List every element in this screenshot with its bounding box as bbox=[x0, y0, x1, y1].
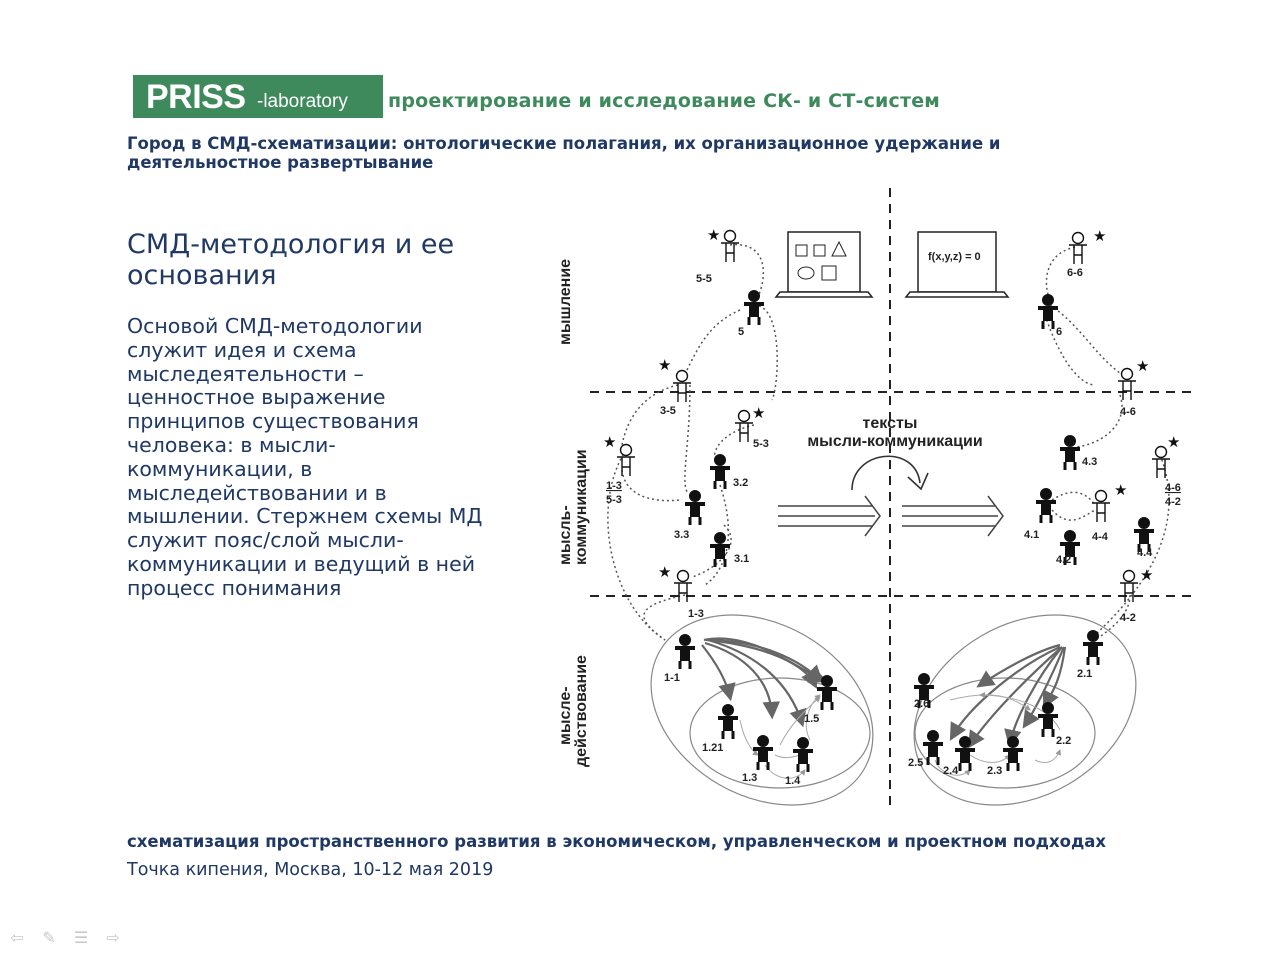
triple-arrow-left-icon bbox=[778, 496, 880, 536]
left-outer-ellipse bbox=[617, 577, 907, 810]
svg-text:★: ★ bbox=[1114, 481, 1128, 499]
person-3-3-icon bbox=[685, 490, 705, 525]
person-1-3b-icon bbox=[753, 735, 773, 770]
label-5-5: 5-5 bbox=[696, 273, 712, 285]
slide-subtitle: Город в СМД-схематизации: онтологические полагания, их организационное удержание и деятельностное развертывание bbox=[127, 134, 1001, 172]
svg-text:★: ★ bbox=[1093, 227, 1107, 245]
label-1-3: 1-3 bbox=[688, 608, 704, 620]
label-1-21: 1.21 bbox=[702, 742, 724, 754]
texts-label-1: тексты bbox=[862, 415, 918, 432]
label-1-4: 1.4 bbox=[785, 775, 801, 787]
label-2-3: 2.3 bbox=[987, 765, 1003, 777]
laptop-left-icon bbox=[776, 232, 872, 297]
label-1-1: 1-1 bbox=[664, 672, 680, 684]
label-1-3b: 1.3 bbox=[742, 772, 758, 784]
footer-event: Точка кипения, Москва, 10-12 мая 2019 bbox=[127, 860, 494, 880]
person-4-1-icon bbox=[1036, 488, 1056, 523]
person-2-2-icon bbox=[1038, 702, 1058, 737]
label-4-6: 4-6 bbox=[1120, 406, 1136, 418]
person-1-21-icon bbox=[718, 704, 738, 739]
circular-arrow-icon bbox=[852, 456, 920, 490]
label-2-1: 2.1 bbox=[1077, 668, 1093, 680]
svg-text:★: ★ bbox=[1140, 566, 1154, 584]
label-2-6: 2.6 bbox=[914, 698, 930, 710]
person-6-6-reflective-icon bbox=[1069, 227, 1106, 264]
label-3-2: 3.2 bbox=[733, 477, 749, 489]
label-6-6: 6-6 bbox=[1067, 267, 1083, 279]
zone-label-comm-1: мысль- bbox=[557, 505, 574, 565]
right-action-arrows bbox=[952, 645, 1065, 745]
zone-label-comm-2: коммуникации bbox=[573, 449, 590, 565]
svg-text:★: ★ bbox=[658, 563, 672, 581]
menu-icon[interactable]: ☰ bbox=[73, 928, 89, 947]
triple-arrow-right-icon bbox=[902, 496, 1003, 536]
next-slide-icon[interactable]: ⇨ bbox=[106, 928, 120, 947]
person-4-6-reflective-icon bbox=[1118, 357, 1149, 400]
person-1-3-5-3-reflective-icon bbox=[603, 433, 635, 476]
person-4-3-icon bbox=[1060, 435, 1080, 470]
person-3-2-icon bbox=[710, 454, 730, 489]
svg-text:★: ★ bbox=[752, 404, 766, 422]
footer-topic: схематизация пространственного развития в экономическом, управленческом и проектном подходах bbox=[127, 832, 1107, 851]
label-2-4: 2.4 bbox=[943, 765, 959, 777]
formula-text: f(x,y,z) = 0 bbox=[928, 251, 981, 263]
left-inner-ellipse bbox=[690, 678, 870, 788]
label-1-5: 1.5 bbox=[804, 713, 820, 725]
zone-label-thinking: мышление bbox=[557, 258, 574, 345]
zone-label-action-2: действование bbox=[573, 655, 590, 767]
svg-text:★: ★ bbox=[1136, 357, 1150, 375]
label-4-2: 4.2 bbox=[1056, 554, 1072, 566]
person-6-icon bbox=[1038, 294, 1058, 329]
texts-label-2: мысли-коммуникации bbox=[807, 433, 983, 450]
label-4-2b: 4-2 bbox=[1120, 612, 1136, 624]
priss-logo bbox=[133, 75, 383, 118]
label-1-3-fraction: 1-3 bbox=[606, 480, 622, 492]
prev-slide-icon[interactable]: ⇦ bbox=[10, 928, 24, 947]
person-3-5-reflective-icon bbox=[658, 356, 691, 402]
label-4-2-fraction: 4-2 bbox=[1165, 496, 1181, 508]
logo-main: PRISS bbox=[146, 78, 246, 116]
label-3-5: 3-5 bbox=[660, 405, 676, 417]
logo-suffix: -laboratory bbox=[257, 91, 348, 112]
person-5-3-reflective-icon bbox=[735, 404, 765, 442]
svg-text:★: ★ bbox=[658, 356, 672, 374]
svg-text:★: ★ bbox=[1167, 433, 1181, 451]
pen-icon[interactable]: ✎ bbox=[42, 928, 56, 947]
label-4-1: 4.1 bbox=[1024, 529, 1040, 541]
label-4-4b: 4.4 bbox=[1137, 547, 1153, 559]
label-4-3: 4.3 bbox=[1082, 456, 1098, 468]
slide-body-text: Основой СМД-методологии служит идея и схема мыследеятельности – ценностное выражение принципов существования человека: в мысли-коммуникации, в мыследействовании и в мышлении. Стержнем схемы МД служит пояс/слой мысли-коммуникации и ведущий в ней процесс понимания bbox=[127, 314, 483, 600]
person-2-3-icon bbox=[1003, 736, 1023, 771]
person-5-5-reflective-icon bbox=[707, 226, 739, 262]
label-6: 6 bbox=[1056, 326, 1063, 338]
slide-nav-bar bbox=[6, 928, 124, 947]
person-1-5-icon bbox=[817, 675, 837, 710]
laptop-right-icon bbox=[906, 232, 1008, 297]
person-4-4-reflective-icon bbox=[1092, 481, 1127, 522]
label-2-2: 2.2 bbox=[1056, 735, 1072, 747]
person-1-1-icon bbox=[675, 634, 695, 669]
left-action-arrows bbox=[702, 638, 823, 723]
right-inner-ellipse bbox=[915, 678, 1095, 788]
person-1-4-icon bbox=[793, 737, 813, 772]
svg-text:★: ★ bbox=[707, 226, 721, 244]
person-5-icon bbox=[744, 290, 764, 325]
person-2-1-icon bbox=[1083, 630, 1103, 665]
slide-heading: СМД-методология и ее основания bbox=[127, 229, 455, 291]
md-scheme-diagram bbox=[540, 185, 1200, 810]
tagline: проектирование и исследование СК- и СТ-систем bbox=[388, 90, 941, 112]
label-3-3: 3.3 bbox=[674, 529, 690, 541]
person-4-6-4-2-reflective-icon bbox=[1152, 433, 1180, 478]
label-5-3: 5-3 bbox=[753, 438, 769, 450]
label-5-3-fraction: 5-3 bbox=[606, 494, 622, 506]
label-4-4: 4-4 bbox=[1092, 531, 1108, 543]
label-2-5: 2.5 bbox=[908, 757, 924, 769]
label-5: 5 bbox=[738, 326, 745, 338]
svg-text:★: ★ bbox=[603, 433, 617, 451]
zone-label-action-1: мысле- bbox=[557, 686, 574, 745]
label-3-1: 3.1 bbox=[734, 553, 750, 565]
label-4-6-fraction: 4-6 bbox=[1165, 482, 1181, 494]
